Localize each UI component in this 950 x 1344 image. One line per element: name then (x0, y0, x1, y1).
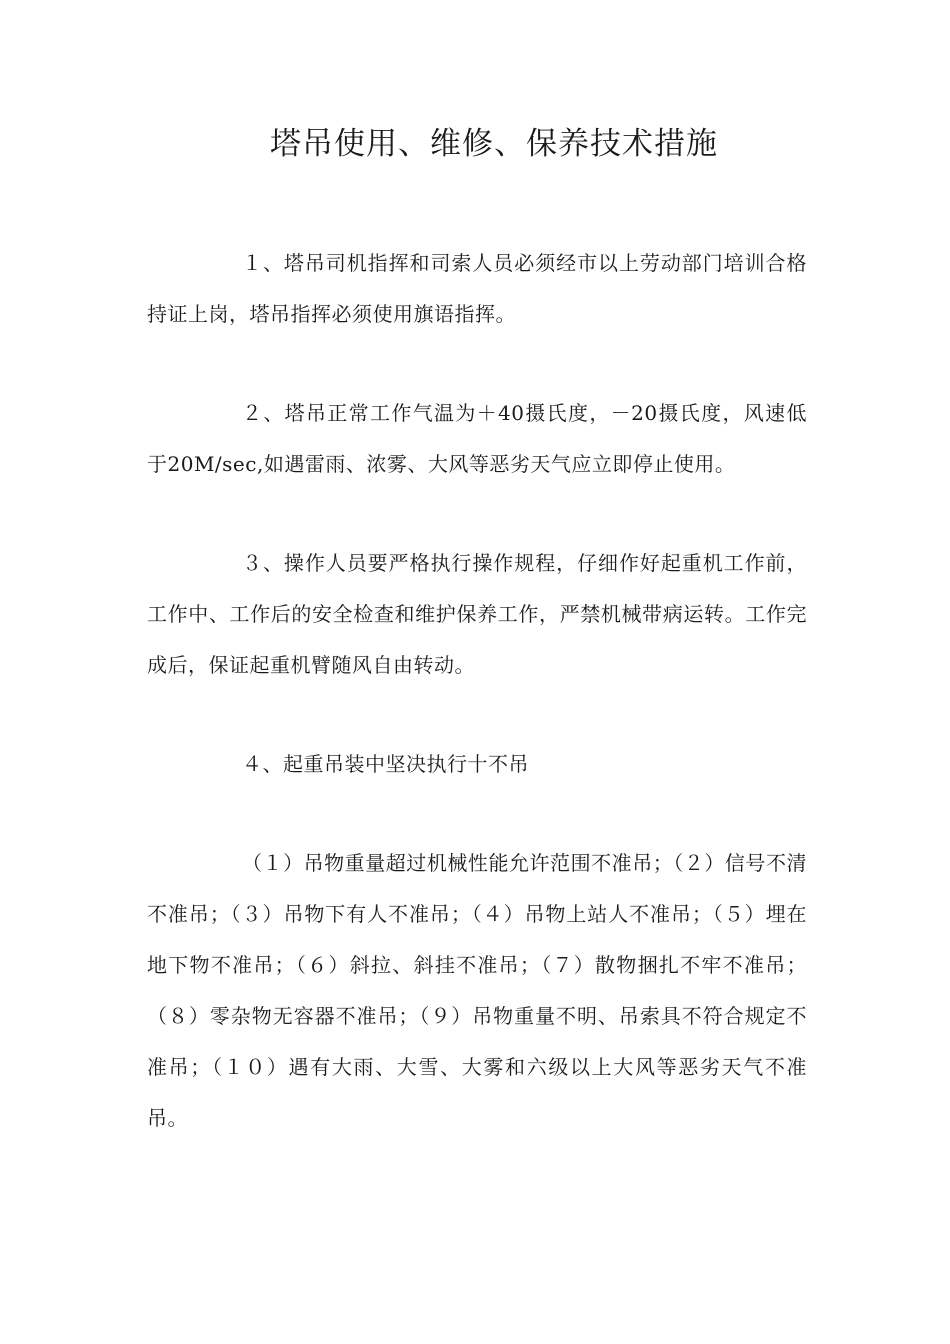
paragraph-spacer (147, 691, 807, 739)
paragraph-4: ４、起重吊装中坚决执行十不吊 (242, 752, 529, 776)
paragraph-2: ２、塔吊正常工作气温为＋40摄氏度，－20摄氏度，风速低于20M/sec,如遇雷雨、浓雾、大风等恶劣天气应立即停止使用。 (147, 401, 807, 476)
paragraph-spacer (147, 490, 807, 538)
paragraph-spacer (147, 340, 807, 388)
paragraph-3: ３、操作人员要严格执行操作规程，仔细作好起重机工作前，工作中、工作后的安全检查和维护保养工作，严禁机械带病运转。工作完成后，保证起重机臂随风自由转动。 (147, 551, 807, 677)
document-body (147, 238, 807, 1144)
document-title: 塔吊使用、维修、保养技术措施 (270, 126, 718, 162)
paragraph-1: １、塔吊司机指挥和司索人员必须经市以上劳动部门培训合格持证上岗，塔吊指挥必须使用旗语指挥。 (147, 251, 807, 326)
paragraph-5: （１）吊物重量超过机械性能允许范围不准吊；（２）信号不清不准吊；（３）吊物下有人不准吊；（４）吊物上站人不准吊；（５）埋在地下物不准吊；（６）斜拉、斜挂不准吊；（７）散物捆扎不牢不准吊；（８）零杂物无容器不准吊；（９）吊物重量不明、吊索具不符合规定不准吊；（１０）遇有大雨、大雪、大雾和六级以上大风等恶劣天气不准吊。 (147, 851, 807, 1130)
paragraph-spacer (147, 790, 807, 838)
